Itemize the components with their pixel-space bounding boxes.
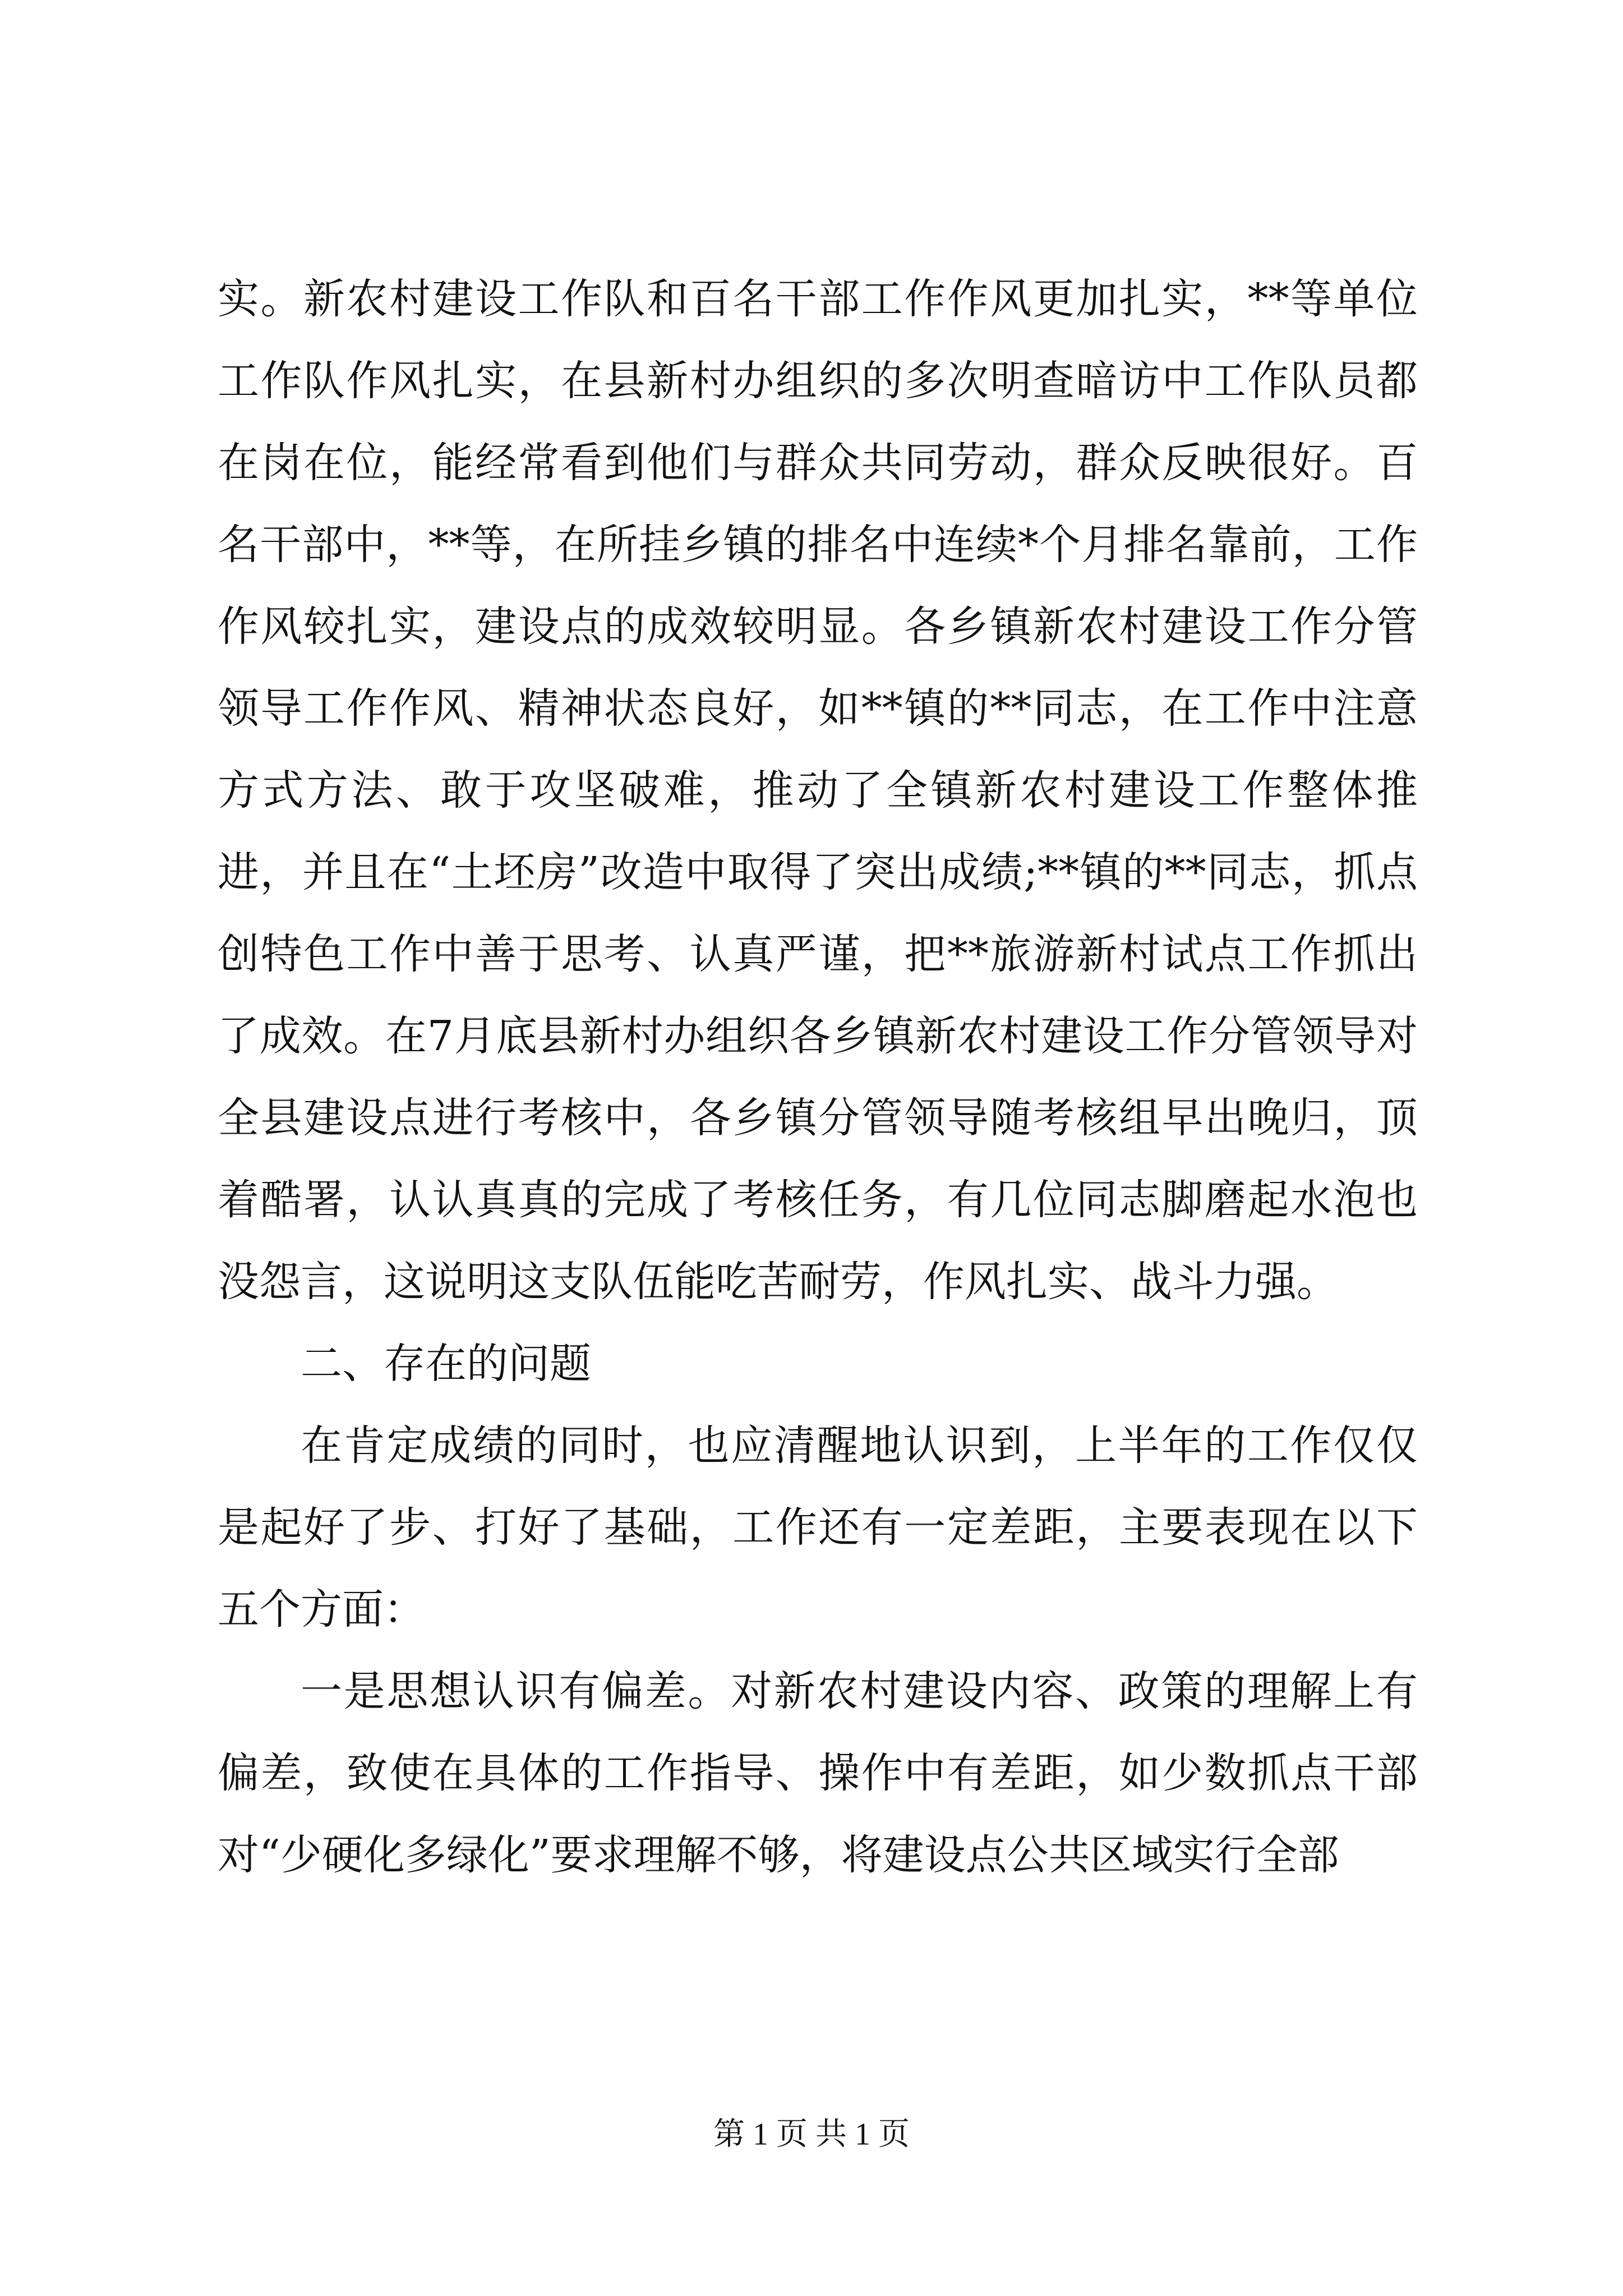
document-body xyxy=(218,258,1418,1896)
paragraph-intro: 在肯定成绩的同时，也应清醒地认识到，上半年的工作仅仅是起好了步、打好了基础，工作还有一定差距，主要表现在以下五个方面： xyxy=(218,1421,1418,1634)
section-heading: 二、存在的问题 xyxy=(301,1340,591,1388)
paragraph-continuation: 实。新农村建设工作队和百名干部工作作风更加扎实，**等单位工作队作风扎实，在县新村办组织的多次明查暗访中工作队员都在岗在位，能经常看到他们与群众共同劳动，群众反映很好。百名干部中，**等，在所挂乡镇的排名中连续*个月排名靠前，工作作风较扎实，建设点的成效较明显。各乡镇新农村建设工作分管领导工作作风、精神状态良好，如**镇的**同志，在工作中注意方式方法、敢于攻坚破难，推动了全镇新农村建设工作整体推进，并且在“土坯房”改造中取得了突出成绩;**镇的**同志，抓点创特色工作中善于思考、认真严谨，把**旅游新村试点工作抓出了成效。在7月底县新村办组织各乡镇新农村建设工作分管领导对全县建设点进行考核中，各乡镇分管领导随考核组早出晚归，顶着酷署，认认真真的完成了考核任务，有几位同志脚磨起水泡也没怨言，这说明这支队伍能吃苦耐劳，作风扎实、战斗力强。 xyxy=(218,275,1418,1306)
page-footer: 第 1 页 共 1 页 xyxy=(713,2117,910,2152)
paragraph-point-one: 一是思想认识有偏差。对新农村建设内容、政策的理解上有偏差，致使在具体的工作指导、操作中有差距，如少数抓点干部对“少硬化多绿化”要求理解不够，将建设点公共区域实行全部 xyxy=(218,1667,1418,1879)
